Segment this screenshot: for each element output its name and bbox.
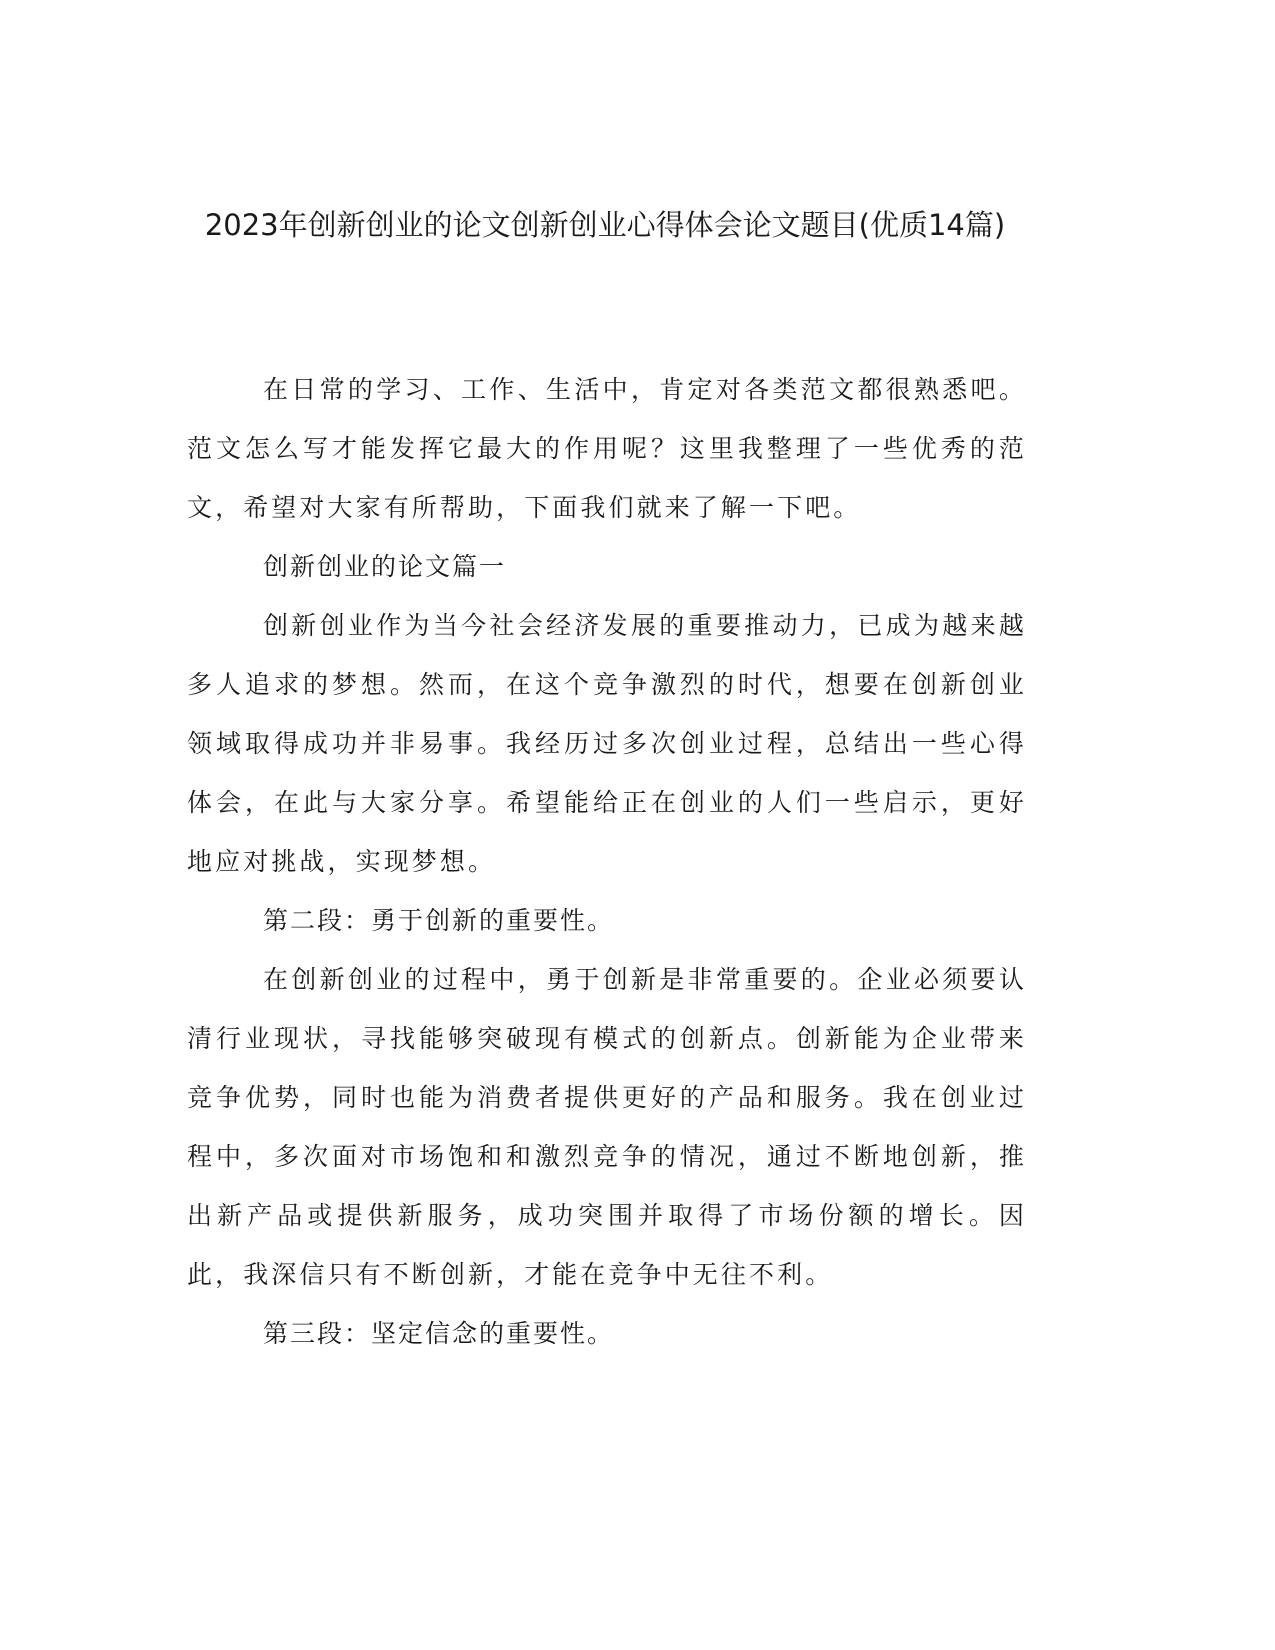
document-title: 2023年创新创业的论文创新创业心得体会论文题目(优质14篇): [204, 208, 1006, 242]
section-heading-third: 第三段：坚定信念的重要性。: [263, 1319, 615, 1348]
section-heading-part-one: 创新创业的论文篇一: [263, 552, 507, 581]
body-paragraph: 创新创业作为当今社会经济发展的重要推动力，已成为越来越多人追求的梦想。然而，在这个竞争激烈的时代，想要在创新创业领域取得成功并非易事。我经历过多次创业过程，总结出一些心得体会，在此与大家分享。希望能给正在创业的人们一些启示，更好地应对挑战，实现梦想。: [187, 611, 1027, 876]
section-heading-second: 第二段：勇于创新的重要性。: [263, 906, 615, 935]
intro-paragraph: 在日常的学习、工作、生活中，肯定对各类范文都很熟悉吧。范文怎么写才能发挥它最大的作用呢？这里我整理了一些优秀的范文，希望对大家有所帮助，下面我们就来了解一下吧。: [187, 375, 1027, 522]
body-paragraph: 在创新创业的过程中，勇于创新是非常重要的。企业必须要认清行业现状，寻找能够突破现有模式的创新点。创新能为企业带来竞争优势，同时也能为消费者提供更好的产品和服务。我在创业过程中，多次面对市场饱和和激烈竞争的情况，通过不断地创新，推出新产品或提供新服务，成功突围并取得了市场份额的增长。因此，我深信只有不断创新，才能在竞争中无往不利。: [187, 965, 1027, 1289]
document-body: [187, 360, 1027, 1363]
